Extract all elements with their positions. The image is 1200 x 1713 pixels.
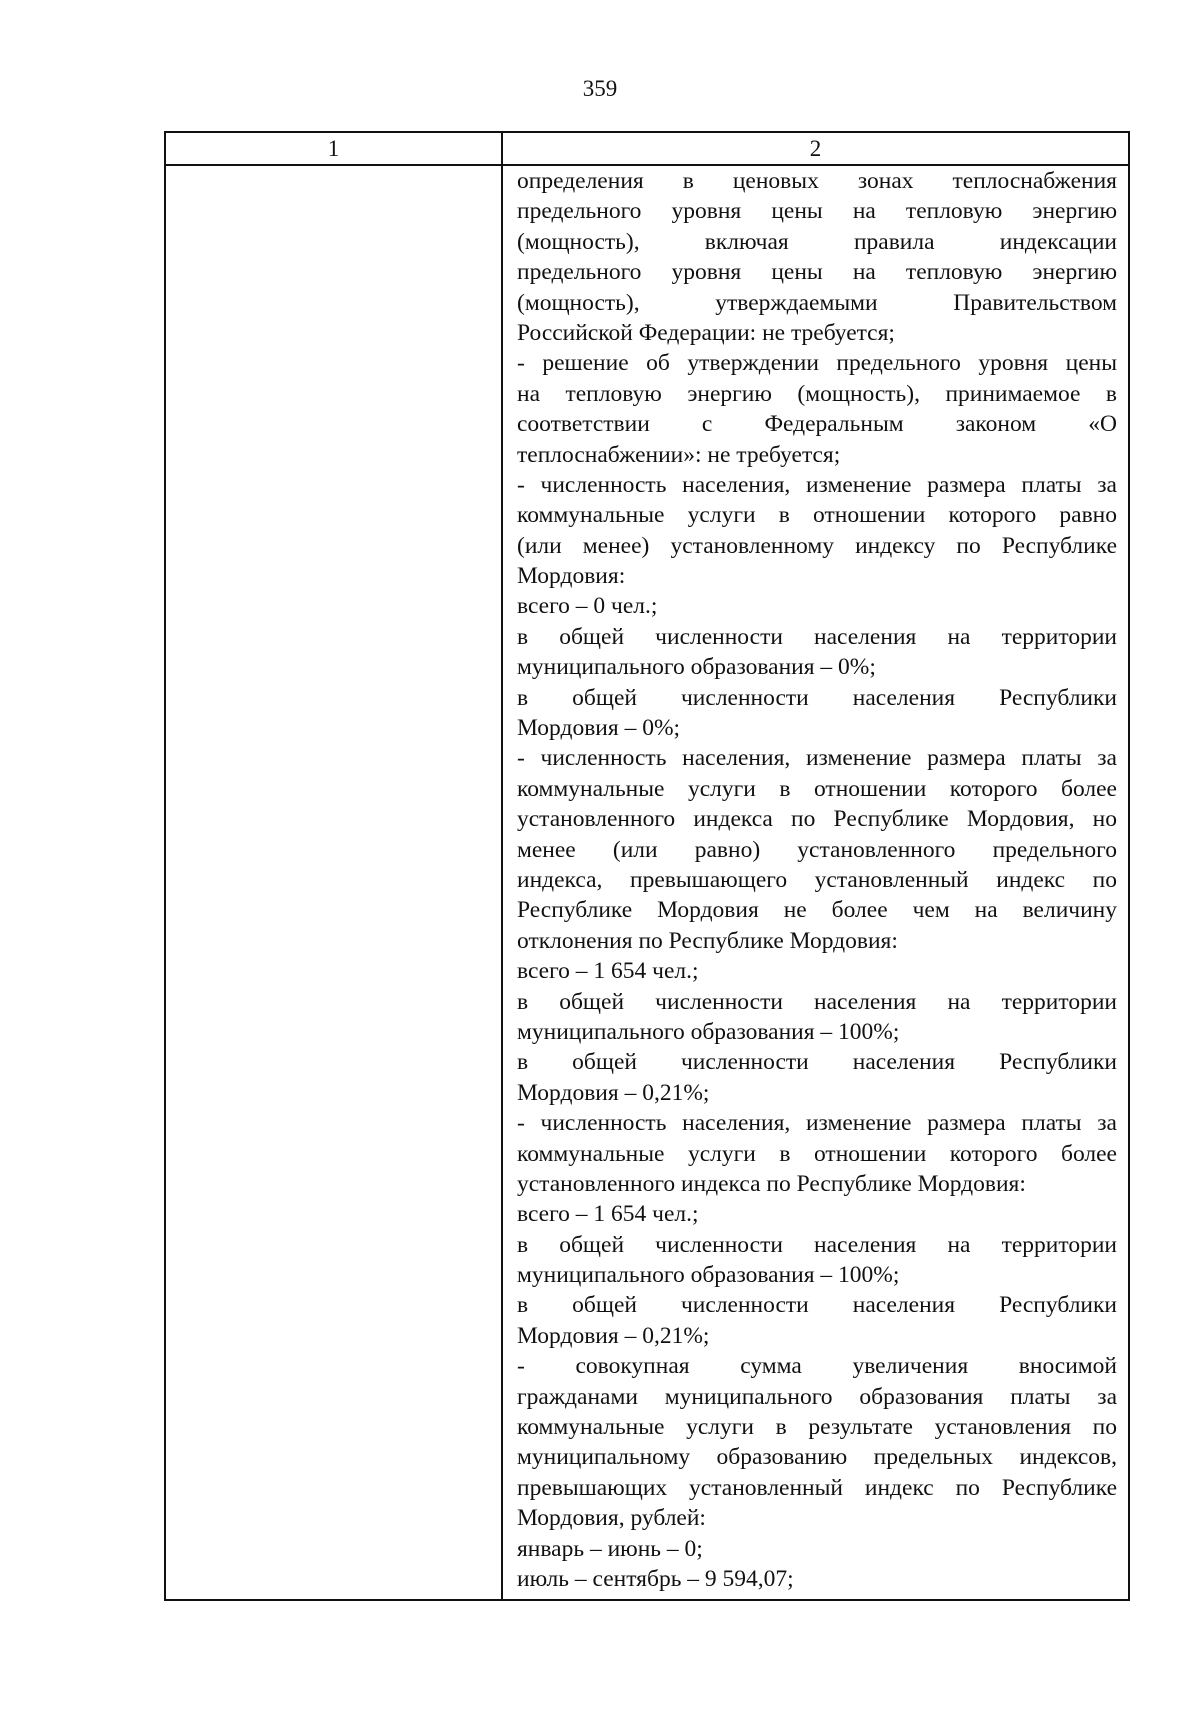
document-table xyxy=(164,131,1130,1601)
text-line: муниципального образования – 0%; xyxy=(517,654,876,681)
text-line: коммунальные услуги в отношении которого более xyxy=(517,775,1117,802)
text-line: всего – 0 чел.; xyxy=(517,593,658,620)
text-line: Мордовия – 0,21%; xyxy=(517,1079,710,1106)
text-line: Российской Федерации: не требуется; xyxy=(517,319,895,346)
text-line: в общей численности населения Республики xyxy=(517,1049,1117,1076)
text-line: соответствии с Федеральным законом «О xyxy=(517,411,1117,438)
text-line: январь – июнь – 0; xyxy=(517,1535,703,1562)
text-line: всего – 1 654 чел.; xyxy=(517,958,699,985)
text-line: на тепловую энергию (мощность), принимаемое в xyxy=(517,380,1117,407)
text-line: Мордовия – 0,21%; xyxy=(517,1322,710,1349)
text-line: Мордовия – 0%; xyxy=(517,715,681,742)
text-line: - численность населения, изменение размера платы за xyxy=(517,1110,1117,1137)
text-line: муниципального образования – 100%; xyxy=(517,1018,900,1045)
text-line: - совокупная сумма увеличения вносимой xyxy=(517,1353,1117,1380)
text-line: (мощность), включая правила индексации xyxy=(517,228,1117,255)
text-line: коммунальные услуги в отношении которого более xyxy=(517,1140,1117,1167)
text-line: в общей численности населения Республики xyxy=(517,1292,1117,1319)
text-line: (мощность), утверждаемыми Правительством xyxy=(517,289,1117,316)
column-2-header: 2 xyxy=(809,136,822,161)
text-line: теплоснабжении»: не требуется; xyxy=(517,441,841,468)
text-line: муниципальному образованию предельных индексов, xyxy=(517,1444,1117,1471)
text-line: Мордовия: xyxy=(517,563,626,590)
text-line: отклонения по Республике Мордовия: xyxy=(517,927,898,954)
text-line: менее (или равно) установленного предельного xyxy=(517,836,1117,863)
text-line: коммунальные услуги в результате установления по xyxy=(517,1414,1117,1441)
text-line: коммунальные услуги в отношении которого равно xyxy=(517,502,1117,529)
text-line: определения в ценовых зонах теплоснабжения xyxy=(517,168,1117,194)
text-line: - численность населения, изменение размера платы за xyxy=(517,745,1117,772)
text-line: в общей численности населения на территории xyxy=(517,1231,1117,1258)
text-line: - численность населения, изменение размера платы за xyxy=(517,471,1117,498)
page-number: 359 xyxy=(582,76,618,101)
text-line: гражданами муниципального образования платы за xyxy=(517,1383,1117,1410)
text-line: всего – 1 654 чел.; xyxy=(517,1201,699,1228)
text-line: в общей численности населения на территории xyxy=(517,988,1117,1015)
column-2-content xyxy=(517,166,1117,1594)
text-line: в общей численности населения Республики xyxy=(517,684,1117,711)
table-header-row xyxy=(166,133,1128,166)
text-line: предельного уровня цены на тепловую энергию xyxy=(517,198,1117,225)
text-line: установленного индекса по Республике Мордовия, но xyxy=(517,806,1117,833)
text-line: индекса, превышающего установленный индекс по xyxy=(517,866,1117,893)
text-line: Республике Мордовия не более чем на величину xyxy=(517,897,1117,924)
text-line: предельного уровня цены на тепловую энергию xyxy=(517,259,1117,286)
text-line: превышающих установленный индекс по Республике xyxy=(517,1474,1117,1501)
text-line: - решение об утверждении предельного уровня цены xyxy=(517,350,1117,377)
column-1-header: 1 xyxy=(327,136,340,161)
text-line: в общей численности населения на территории xyxy=(517,623,1117,650)
text-line: июль – сентябрь – 9 594,07; xyxy=(517,1565,794,1592)
text-line: Мордовия, рублей: xyxy=(517,1505,706,1532)
text-line: установленного индекса по Республике Мордовия: xyxy=(517,1170,1026,1197)
text-line: муниципального образования – 100%; xyxy=(517,1262,900,1289)
text-line: (или менее) установленному индексу по Республике xyxy=(517,532,1117,559)
column-divider xyxy=(501,133,503,1599)
